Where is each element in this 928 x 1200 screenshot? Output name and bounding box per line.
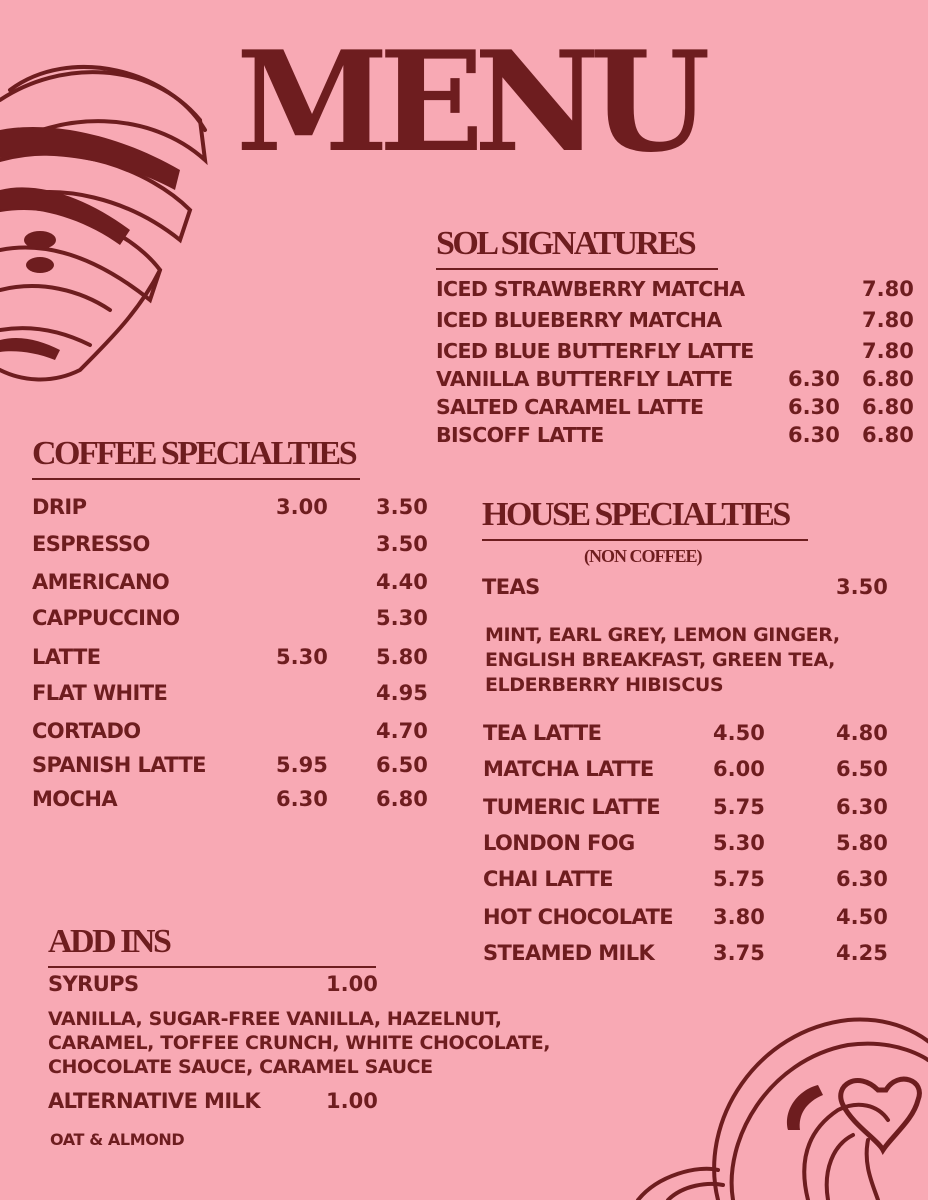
menu-item-price-small: 6.30 xyxy=(788,423,840,447)
menu-item-price-large: 6.80 xyxy=(376,787,428,811)
syrup-list-line: VANILLA, SUGAR-FREE VANILLA, HAZELNUT, xyxy=(48,1008,502,1030)
menu-item-name: BISCOFF LATTE xyxy=(436,423,604,447)
menu-item-name: CAPPUCCINO xyxy=(32,606,180,630)
menu-item-price-large: 6.80 xyxy=(862,367,914,391)
menu-item-name: ESPRESSO xyxy=(32,532,150,556)
menu-item-name: LONDON FOG xyxy=(483,831,635,855)
teas-item: TEAS xyxy=(482,575,540,599)
milk-note: OAT & ALMOND xyxy=(50,1130,185,1149)
menu-item-price-small: 3.80 xyxy=(713,905,765,929)
house-specialties-heading: HOUSE SPECIALTIES xyxy=(482,495,808,541)
coffee-cup-icon xyxy=(0,40,230,420)
menu-item-price-large: 4.80 xyxy=(836,721,888,745)
tea-list-line: ELDERBERRY HIBISCUS xyxy=(485,674,724,696)
menu-item-price-small: 3.00 xyxy=(276,495,328,519)
menu-item-price-large: 6.30 xyxy=(836,867,888,891)
menu-item-price-small: 5.30 xyxy=(276,645,328,669)
menu-item-price-small: 6.30 xyxy=(788,367,840,391)
alternative-milk-price: 1.00 xyxy=(326,1089,378,1113)
menu-item-price-small: 6.30 xyxy=(788,395,840,419)
menu-item-price-large: 3.50 xyxy=(376,495,428,519)
tea-list-line: MINT, EARL GREY, LEMON GINGER, xyxy=(485,624,840,646)
menu-item-price-large: 4.95 xyxy=(376,681,428,705)
menu-item-price-large: 4.70 xyxy=(376,719,428,743)
house-subtitle: (NON COFFEE) xyxy=(584,546,702,566)
menu-item-price-large: 3.50 xyxy=(376,532,428,556)
menu-item-price-large: 7.80 xyxy=(862,308,914,332)
menu-item-name: CHAI LATTE xyxy=(483,867,613,891)
tea-list-line: ENGLISH BREAKFAST, GREEN TEA, xyxy=(485,649,835,671)
menu-item-price-small: 3.75 xyxy=(713,941,765,965)
latte-art-icon xyxy=(608,990,928,1200)
coffee-specialties-heading: COFFEE SPECIALTIES xyxy=(32,434,360,480)
menu-item-name: SALTED CARAMEL LATTE xyxy=(436,395,704,419)
menu-item-price-large: 6.50 xyxy=(836,757,888,781)
menu-item-price-large: 5.80 xyxy=(376,645,428,669)
menu-item-price-small: 5.95 xyxy=(276,753,328,777)
menu-item-name: STEAMED MILK xyxy=(483,941,655,965)
menu-item-price-small: 6.00 xyxy=(713,757,765,781)
syrups-price: 1.00 xyxy=(326,972,378,996)
menu-item-price-large: 4.40 xyxy=(376,570,428,594)
menu-item-name: MATCHA LATTE xyxy=(483,757,654,781)
menu-item-name: FLAT WHITE xyxy=(32,681,168,705)
menu-item-name: SPANISH LATTE xyxy=(32,753,206,777)
menu-item-price-small: 5.30 xyxy=(713,831,765,855)
menu-item-name: LATTE xyxy=(32,645,101,669)
menu-item-name: TEA LATTE xyxy=(483,721,602,745)
menu-item-price-large: 6.80 xyxy=(862,395,914,419)
sol-signatures-heading: SOL SIGNATURES xyxy=(436,224,718,270)
menu-item-price-large: 7.80 xyxy=(862,339,914,363)
menu-item-price-large: 4.50 xyxy=(836,905,888,929)
menu-item-name: ICED STRAWBERRY MATCHA xyxy=(436,277,745,301)
menu-item-price-small: 4.50 xyxy=(713,721,765,745)
menu-item-price-large: 4.25 xyxy=(836,941,888,965)
add-ins-heading: ADD INS xyxy=(48,922,376,968)
menu-item-price-large: 5.30 xyxy=(376,606,428,630)
menu-item-name: CORTADO xyxy=(32,719,141,743)
menu-item-name: ICED BLUE BUTTERFLY LATTE xyxy=(436,339,754,363)
syrups-item: SYRUPS xyxy=(48,972,139,996)
syrup-list-line: CHOCOLATE SAUCE, CARAMEL SAUCE xyxy=(48,1056,433,1078)
menu-item-price-large: 6.50 xyxy=(376,753,428,777)
menu-item-price-large: 6.30 xyxy=(836,795,888,819)
menu-item-price-large: 5.80 xyxy=(836,831,888,855)
syrup-list-line: CARAMEL, TOFFEE CRUNCH, WHITE CHOCOLATE, xyxy=(48,1032,551,1054)
menu-item-name: TUMERIC LATTE xyxy=(483,795,661,819)
menu-item-price-small: 6.30 xyxy=(276,787,328,811)
menu-item-name: VANILLA BUTTERFLY LATTE xyxy=(436,367,733,391)
menu-item-name: ICED BLUEBERRY MATCHA xyxy=(436,308,722,332)
menu-item-name: HOT CHOCOLATE xyxy=(483,905,674,929)
menu-item-price-small: 5.75 xyxy=(713,867,765,891)
menu-item-name: AMERICANO xyxy=(32,570,170,594)
menu-item-name: DRIP xyxy=(32,495,87,519)
menu-item-price-large: 7.80 xyxy=(862,277,914,301)
menu-item-price-small: 5.75 xyxy=(713,795,765,819)
teas-price: 3.50 xyxy=(836,575,888,599)
alternative-milk-item: ALTERNATIVE MILK xyxy=(48,1089,261,1113)
page-title: MENU xyxy=(236,20,701,183)
menu-item-price-large: 6.80 xyxy=(862,423,914,447)
menu-item-name: MOCHA xyxy=(32,787,117,811)
